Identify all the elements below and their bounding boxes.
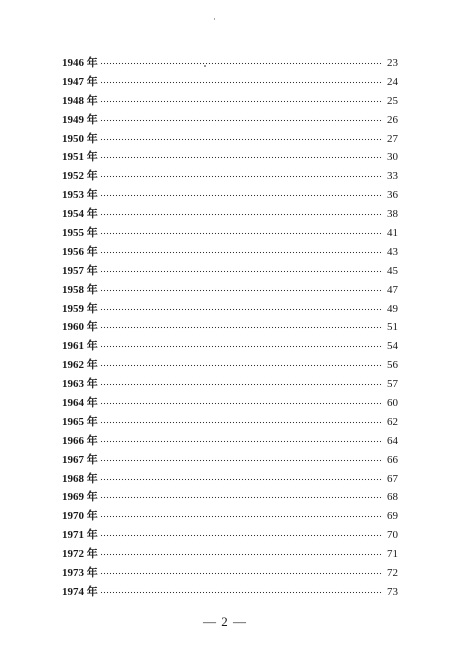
toc-entry[interactable] xyxy=(62,583,398,602)
toc-entry-page: 57 xyxy=(387,378,398,391)
toc-entry-page: 60 xyxy=(387,396,398,409)
toc-entry-page: 69 xyxy=(387,510,398,523)
toc-entry-year: 1964 年 xyxy=(62,396,98,409)
dot-leader xyxy=(100,289,383,292)
toc-entry[interactable] xyxy=(62,92,398,111)
toc-entry[interactable] xyxy=(62,564,398,583)
toc-entry-year: 1972 年 xyxy=(62,548,98,561)
toc-entry-year: 1959 年 xyxy=(62,302,98,315)
toc-entry-page: 62 xyxy=(387,415,398,428)
toc-entry-page: 33 xyxy=(387,170,398,183)
toc-entry-year: 1973 年 xyxy=(62,566,98,579)
toc-entry[interactable] xyxy=(62,488,398,507)
toc-entry-year: 1949 年 xyxy=(62,113,98,126)
toc-entry-year: 1955 年 xyxy=(62,226,98,239)
toc-entry-page: 54 xyxy=(387,340,398,353)
toc-entry-year: 1965 年 xyxy=(62,415,98,428)
toc-entry-page: 23 xyxy=(387,56,398,69)
dot-leader xyxy=(100,251,383,254)
toc-entry-year: 1970 年 xyxy=(62,510,98,523)
dot-leader xyxy=(100,308,383,311)
toc-entry[interactable] xyxy=(62,243,398,262)
toc-entry-page: 73 xyxy=(387,585,398,598)
dot-leader xyxy=(100,496,383,499)
toc-entry-page: 27 xyxy=(387,132,398,145)
toc-entry[interactable] xyxy=(62,356,398,375)
toc-entry-year: 1963 年 xyxy=(62,378,98,391)
toc-entry[interactable] xyxy=(62,545,398,564)
dot-leader xyxy=(100,515,383,518)
toc-entry-year: 1968 年 xyxy=(62,472,98,485)
toc-entry-page: 38 xyxy=(387,208,398,221)
toc-entry-page: 47 xyxy=(387,283,398,296)
toc-entry-year: 1950 年 xyxy=(62,132,98,145)
toc-entry-year: 1967 年 xyxy=(62,453,98,466)
toc-entry[interactable] xyxy=(62,167,398,186)
dot-leader xyxy=(100,175,383,178)
dot-leader xyxy=(100,440,383,443)
dot-leader xyxy=(100,156,383,159)
toc-entry[interactable] xyxy=(62,205,398,224)
toc-entry-year: 1958 年 xyxy=(62,283,98,296)
toc-entry-page: 66 xyxy=(387,453,398,466)
toc-entry-year: 1971 年 xyxy=(62,529,98,542)
toc-entry-page: 56 xyxy=(387,359,398,372)
toc-entry-year: 1951 年 xyxy=(62,151,98,164)
toc-entry[interactable] xyxy=(62,281,398,300)
toc-entry[interactable] xyxy=(62,300,398,319)
toc-entry-year: 1969 年 xyxy=(62,491,98,504)
dot-leader xyxy=(100,421,383,424)
dot-leader xyxy=(100,383,383,386)
dot-leader xyxy=(100,138,383,141)
dot-leader xyxy=(100,553,383,556)
toc-entry[interactable] xyxy=(62,130,398,149)
toc-entry[interactable] xyxy=(62,507,398,526)
toc-entry-page: 43 xyxy=(387,245,398,258)
toc-entry-page: 41 xyxy=(387,226,398,239)
toc-entry-year: 1966 年 xyxy=(62,434,98,447)
toc-entry-year: 1948 年 xyxy=(62,94,98,107)
toc-entry[interactable] xyxy=(62,262,398,281)
toc-entry-year: 1961 年 xyxy=(62,340,98,353)
toc-entry[interactable] xyxy=(62,451,398,470)
dot-leader xyxy=(100,534,383,537)
toc-entry-page: 64 xyxy=(387,434,398,447)
toc-entry-page: 24 xyxy=(387,75,398,88)
toc-entry-year: 1952 年 xyxy=(62,170,98,183)
toc-entry-page: 72 xyxy=(387,566,398,579)
dot-leader xyxy=(100,345,383,348)
dot-leader xyxy=(100,100,383,103)
dot-leader xyxy=(100,478,383,481)
toc-entry[interactable] xyxy=(62,224,398,243)
toc-entry-year: 1962 年 xyxy=(62,359,98,372)
toc-entry[interactable] xyxy=(62,470,398,489)
table-of-contents xyxy=(62,54,398,602)
dot-leader xyxy=(100,591,383,594)
toc-entry-page: 68 xyxy=(387,491,398,504)
dot-leader xyxy=(100,459,383,462)
toc-entry-year: 1974 年 xyxy=(62,585,98,598)
toc-entry-page: 51 xyxy=(387,321,398,334)
toc-entry[interactable] xyxy=(62,186,398,205)
toc-entry[interactable] xyxy=(62,337,398,356)
toc-entry-page: 26 xyxy=(387,113,398,126)
toc-entry[interactable] xyxy=(62,318,398,337)
dot-leader xyxy=(100,326,383,329)
dot-leader xyxy=(100,62,383,65)
page-number: — 2 — xyxy=(203,614,247,629)
dot-leader xyxy=(100,232,383,235)
toc-entry-year: 1947 年 xyxy=(62,75,98,88)
toc-entry[interactable] xyxy=(62,394,398,413)
toc-entry[interactable] xyxy=(62,432,398,451)
toc-entry[interactable] xyxy=(62,111,398,130)
dot-leader xyxy=(100,119,383,122)
scan-speck xyxy=(214,18,215,20)
dot-leader xyxy=(100,194,383,197)
toc-entry-year: 1954 年 xyxy=(62,208,98,221)
toc-entry[interactable] xyxy=(62,73,398,92)
dot-leader xyxy=(100,81,383,84)
toc-entry[interactable] xyxy=(62,375,398,394)
toc-entry-page: 25 xyxy=(387,94,398,107)
toc-entry[interactable] xyxy=(62,148,398,167)
toc-entry-year: 1960 年 xyxy=(62,321,98,334)
dot-leader xyxy=(100,364,383,367)
toc-entry-year: 1953 年 xyxy=(62,189,98,202)
toc-entry-page: 45 xyxy=(387,264,398,277)
toc-entry-year: 1956 年 xyxy=(62,245,98,258)
dot-leader xyxy=(100,402,383,405)
dot-leader xyxy=(100,572,383,575)
toc-entry-year: 1957 年 xyxy=(62,264,98,277)
toc-entry[interactable] xyxy=(62,413,398,432)
toc-entry-page: 36 xyxy=(387,189,398,202)
toc-entry-page: 67 xyxy=(387,472,398,485)
toc-entry-page: 49 xyxy=(387,302,398,315)
toc-entry-year: 1946 年 xyxy=(62,56,98,69)
toc-entry[interactable] xyxy=(62,54,398,73)
toc-entry-page: 30 xyxy=(387,151,398,164)
toc-entry-page: 70 xyxy=(387,529,398,542)
dot-leader xyxy=(100,270,383,273)
toc-entry[interactable] xyxy=(62,526,398,545)
toc-entry-page: 71 xyxy=(387,548,398,561)
dot-leader xyxy=(100,213,383,216)
